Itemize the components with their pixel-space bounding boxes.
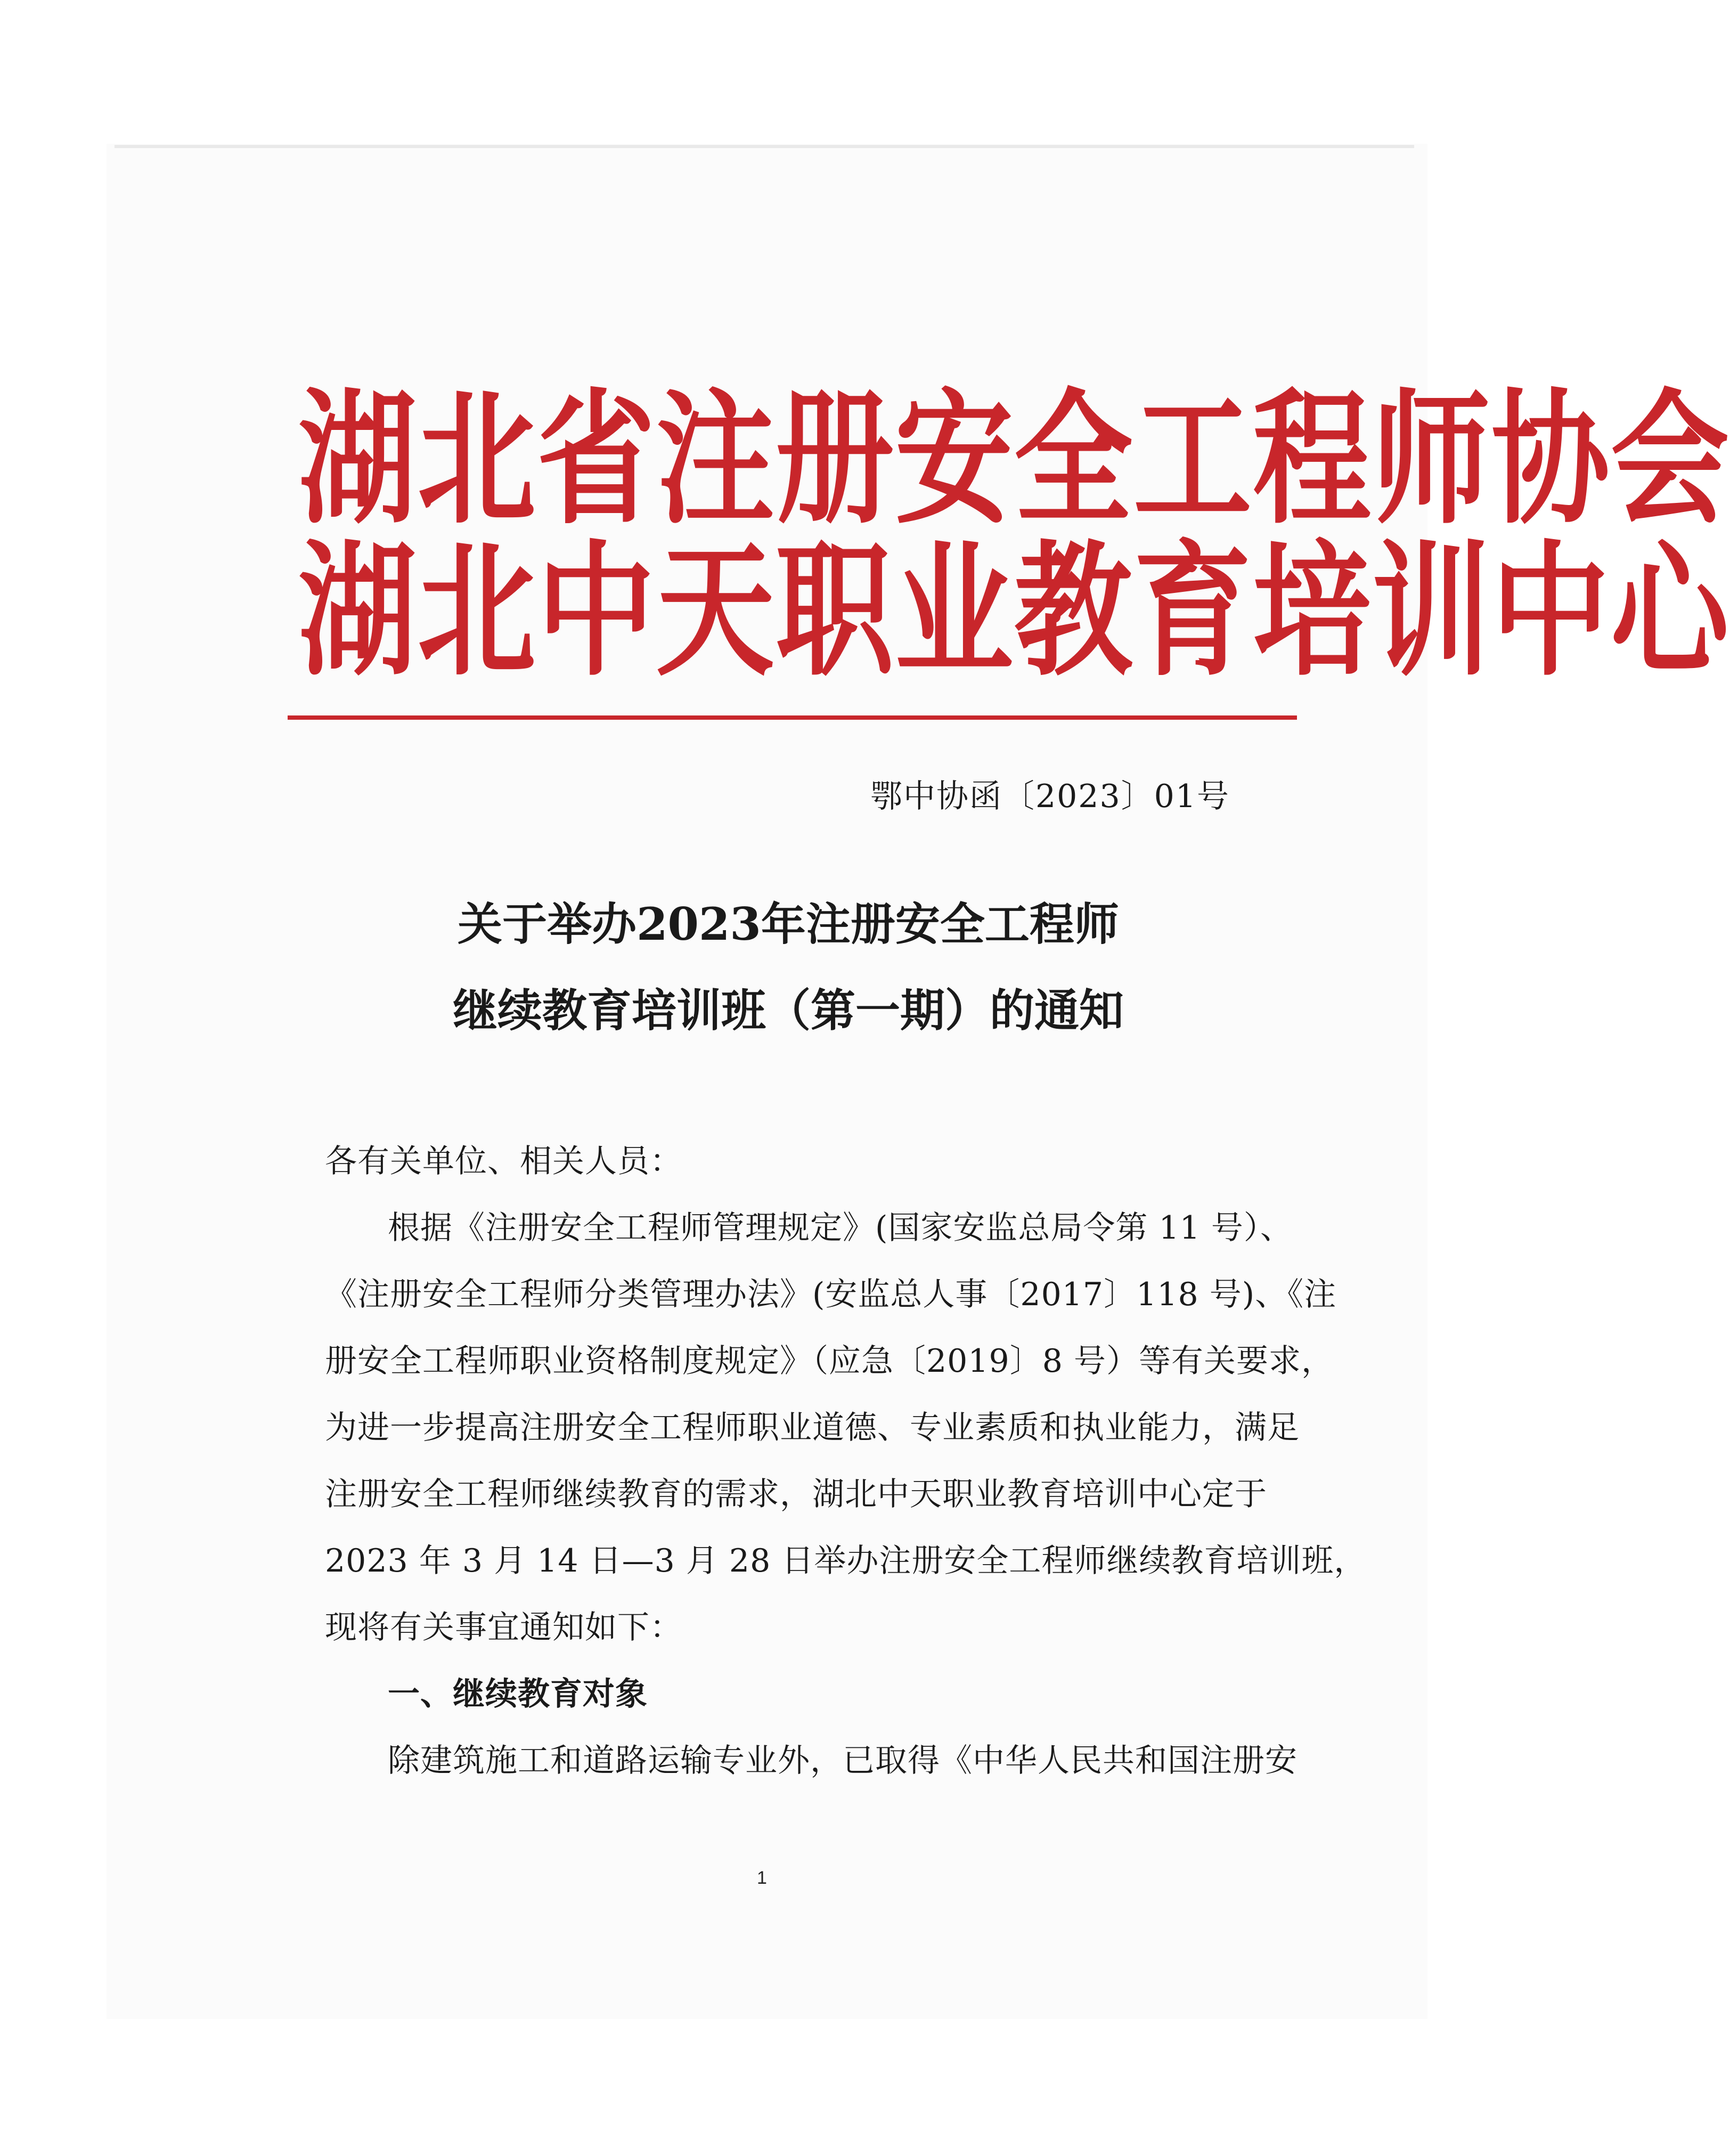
body-line-1: 根据《注册安全工程师管理规定》(国家安监总局令第 11 号）、 <box>388 1209 1293 1247</box>
scan-edge <box>115 145 1414 148</box>
letterhead-line-2: 湖北中天职业教育培训中心 <box>298 528 1730 696</box>
page-number: 1 <box>757 1868 767 1888</box>
body-line-7: 现将有关事宜通知如下： <box>325 1609 682 1646</box>
section-1-text: 除建筑施工和道路运输专业外，已取得《中华人民共和国注册安 <box>388 1742 1298 1779</box>
letterhead-line-1: 湖北省注册安全工程师协会 <box>298 376 1730 544</box>
body-line-4: 为进一步提高注册安全工程师职业道德、专业素质和执业能力，满足 <box>325 1409 1300 1446</box>
document-number: 鄂中协函〔2023〕01号 <box>870 778 1230 815</box>
body-line-5: 注册安全工程师继续教育的需求，湖北中天职业教育培训中心定于 <box>325 1476 1267 1513</box>
section-1-heading: 一、继续教育对象 <box>388 1675 648 1713</box>
letterhead-red-rule <box>288 715 1297 720</box>
notice-title-line-1: 关于举办2023年注册安全工程师 <box>458 898 1119 950</box>
salutation: 各有关单位、相关人员： <box>325 1143 682 1180</box>
notice-title-line-2: 继续教育培训班（第一期）的通知 <box>452 984 1124 1037</box>
body-line-6: 2023 年 3 月 14 日—3 月 28 日举办注册安全工程师继续教育培训班， <box>325 1542 1367 1580</box>
body-line-3: 册安全工程师职业资格制度规定》（应急〔2019〕8 号）等有关要求， <box>325 1343 1334 1380</box>
body-line-2: 《注册安全工程师分类管理办法》(安监总人事〔2017〕118 号)、《注 <box>325 1276 1337 1313</box>
